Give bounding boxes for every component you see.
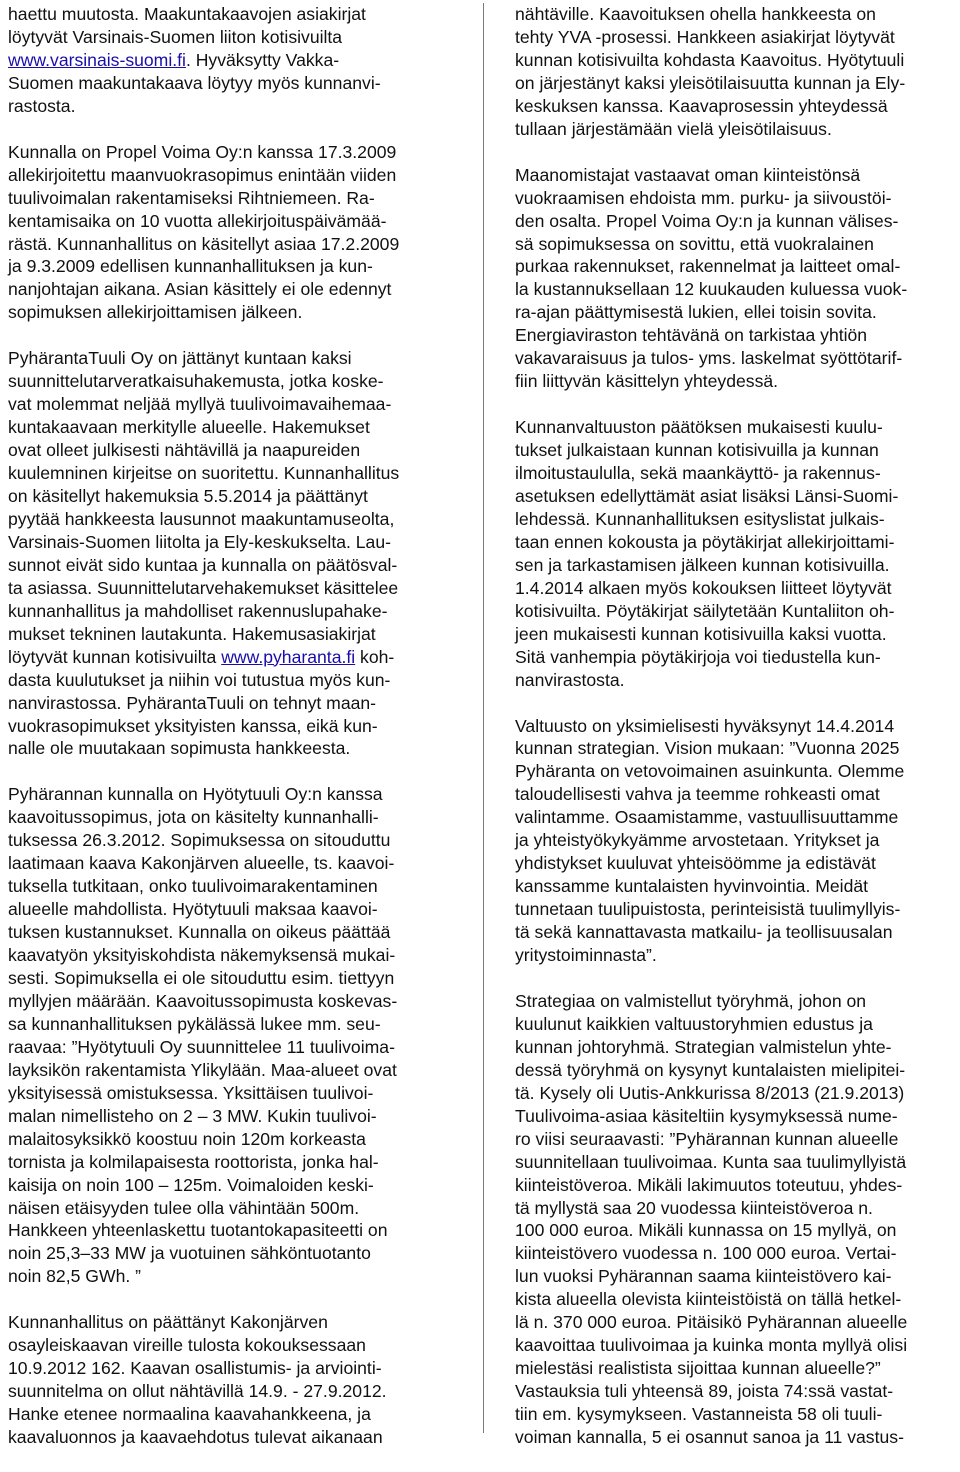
text-segment: sä sopimuksessa on sovittu, että vuokralainen	[515, 233, 874, 254]
paragraph	[515, 990, 959, 1449]
text-line	[515, 944, 959, 967]
text-segment: Varsinais-Suomen liitolta ja Ely-keskukselta. Lau-	[8, 531, 391, 552]
text-segment: on järjestänyt kaksi yleisötilaisuutta kunnan ja Ely-	[515, 72, 906, 93]
text-segment: ja yhteistyökykyämme arvostetaan. Yritykset ja	[515, 830, 880, 851]
paragraph	[8, 3, 454, 118]
column-divider	[483, 3, 484, 1433]
text-segment: kaavaluonnos ja kaavaehdotus tulevat aikanaan	[8, 1427, 383, 1448]
text-line	[8, 806, 454, 829]
text-line	[515, 829, 959, 852]
text-segment: kunnan strategian. Vision mukaan: ”Vuonna 2025	[515, 738, 900, 759]
text-line	[8, 1105, 454, 1128]
text-segment: laatimaan kaava Kakonjärven alueelle, ts. kaavoi-	[8, 853, 395, 874]
text-line	[515, 324, 959, 347]
text-segment: koh-	[355, 646, 395, 667]
text-line	[515, 577, 959, 600]
text-segment: tä. Kysely oli Uutis-Ankkurissa 8/2013 (21.9.2013)	[515, 1082, 905, 1103]
text-line	[8, 1197, 454, 1220]
text-line	[515, 210, 959, 233]
text-segment: ovat olleet julkisesti nähtävillä ja naapureiden	[8, 440, 361, 461]
text-segment: Tuulivoima-asiaa käsiteltiin kysymyksessä nume-	[515, 1105, 898, 1126]
text-line	[8, 210, 454, 233]
text-segment: tullaan järjestämään vielä yleisötilaisuus.	[515, 118, 832, 139]
text-segment: tuksella tutkitaan, onko tuulivoimarakentaminen	[8, 876, 378, 897]
text-segment: 100 000 euroa. Mikäli kunnassa on 15 myllyä, on	[515, 1220, 897, 1241]
text-segment: kiinteistöveroa. Mikäli lakimuutos toteutuu, yhdes-	[515, 1174, 903, 1195]
text-segment: kaavoittaa tuulivoimaa ja kuinka monta myllyä olisi	[515, 1335, 908, 1356]
text-line	[8, 967, 454, 990]
text-line	[515, 669, 959, 692]
text-segment: kunnan johtoryhmä. Strategian valmistelun yhte-	[515, 1036, 892, 1057]
text-segment: kuulemninen kirjeitse on suoritettu. Kunnanhallitus	[8, 463, 400, 484]
paragraph	[515, 715, 959, 967]
paragraph	[515, 3, 959, 141]
text-line	[515, 1334, 959, 1357]
text-segment: ja 9.3.2009 edellisen kunnanhallituksen ja kun-	[8, 256, 373, 277]
website-link[interactable]: www.pyharanta.fi	[221, 646, 356, 667]
text-segment: la kustannuksellaan 12 kuukauden kuluessa vuok-	[515, 279, 908, 300]
text-segment: keskuksen kanssa. Kaavaprosessin yhteydessä	[515, 95, 888, 116]
website-link[interactable]: www.varsinais-suomi.fi	[8, 49, 186, 70]
text-segment: haettu muutosta. Maakuntakaavojen asiakirjat	[8, 4, 366, 24]
text-line	[8, 1128, 454, 1151]
text-line	[8, 921, 454, 944]
text-line	[515, 1082, 959, 1105]
text-line	[8, 26, 454, 49]
text-segment: taloudellisesti vahva ja teemme rohkeasti omat	[515, 784, 880, 805]
text-line	[8, 600, 454, 623]
text-segment: tiin em. kysymykseen. Vastanneista 58 oli tuuli-	[515, 1404, 883, 1425]
text-segment: valintamme. Osaamistamme, vastuullisuuttamme	[515, 807, 899, 828]
text-segment: löytyvät kunnan kotisivuilta	[8, 646, 222, 667]
text-line	[515, 508, 959, 531]
text-segment: 10.9.2012 162. Kaavan osallistumis- ja arviointi-	[8, 1358, 382, 1379]
text-line	[515, 1426, 959, 1449]
text-segment: kentamisaika on 10 vuotta allekirjoituspäivämää-	[8, 210, 387, 231]
text-segment: tuulivoimalan rakentamiseksi Rihtniemeen. Ra-	[8, 187, 375, 208]
text-line	[515, 72, 959, 95]
text-line	[8, 1311, 454, 1334]
text-line	[515, 26, 959, 49]
text-segment: Hankkeen yhteenlaskettu tuotantokapasiteetti on	[8, 1220, 388, 1241]
text-line	[8, 1082, 454, 1105]
text-line	[515, 187, 959, 210]
text-line	[515, 1380, 959, 1403]
text-segment: Energiaviraston tehtävänä on tarkistaa yhtiön	[515, 325, 868, 346]
text-line	[515, 875, 959, 898]
text-line	[515, 990, 959, 1013]
text-line	[515, 301, 959, 324]
text-segment: dessä työryhmä on kysynyt kuntalaisten mielipitei-	[515, 1059, 906, 1080]
text-segment: Pyhärannan kunnalla on Hyötytuuli Oy:n kanssa	[8, 784, 383, 805]
text-segment: Suomen maakuntakaava löytyy myös kunnanvi-	[8, 72, 381, 93]
text-line	[8, 554, 454, 577]
text-segment: taan ennen kokousta ja pöytäkirjat allekirjoittami-	[515, 531, 895, 552]
text-line	[8, 95, 454, 118]
text-line	[515, 783, 959, 806]
text-segment: PyhärantaTuuli Oy on jättänyt kuntaan kaksi	[8, 348, 352, 369]
text-segment: Kunnalla on Propel Voima Oy:n kanssa 17.3.2009	[8, 141, 397, 162]
text-line	[8, 623, 454, 646]
text-line	[8, 3, 454, 26]
text-line	[8, 944, 454, 967]
text-segment: asetuksen edellyttämät asiat lisäksi Länsi-Suomi-	[515, 485, 899, 506]
text-segment: kiinteistövero vuodessa n. 100 000 euroa. Vertai-	[515, 1243, 897, 1264]
text-line	[515, 646, 959, 669]
text-line	[515, 1036, 959, 1059]
text-segment: fiin liittyvän käsittelyn yhteydessä.	[515, 371, 779, 392]
text-segment: sopimuksen allekirjoittamisen jälkeen.	[8, 302, 303, 323]
text-segment: noin 82,5 GWh. ”	[8, 1266, 141, 1287]
text-line	[8, 1242, 454, 1265]
text-line	[8, 233, 454, 256]
text-segment: nanjohtajan aikana. Asian käsittely ei ole edennyt	[8, 279, 392, 300]
text-segment: nähtäville. Kaavoituksen ohella hankkeesta on	[515, 4, 876, 24]
text-segment: myllyjen määrään. Kaavoitussopimusta koskevas-	[8, 990, 398, 1011]
text-segment: mukset tekninen lautakunta. Hakemusasiakirjat	[8, 623, 376, 644]
text-segment: suunnitelma on ollut nähtävillä 14.9. - 27.9.2012.	[8, 1381, 387, 1402]
text-segment: näisen etäisyyden tulee olla vähintään 500m.	[8, 1197, 360, 1218]
text-segment: tunnetaan tuulipuistosta, perinteisistä tuulimyllyis-	[515, 899, 901, 920]
text-segment: Valtuusto on yksimielisesti hyväksynyt 14.4.2014	[515, 715, 895, 736]
text-line	[8, 1151, 454, 1174]
text-line	[8, 370, 454, 393]
text-segment: malan nimellisteho on 2 – 3 MW. Kukin tuulivoi-	[8, 1105, 377, 1126]
text-line	[8, 485, 454, 508]
text-segment: tornista ja kolmilapaisesta roottorista, jonka hal-	[8, 1151, 379, 1172]
text-line	[8, 347, 454, 370]
text-segment: tuksen kustannukset. Kunnalla on oikeus päättää	[8, 922, 391, 943]
text-line	[8, 141, 454, 164]
text-segment: malaitosyksikkö koostuu noin 120m korkeasta	[8, 1128, 366, 1149]
text-segment: Hanke etenee normaalina kaavahankkeena, ja	[8, 1404, 371, 1425]
text-line	[8, 577, 454, 600]
text-line	[515, 715, 959, 738]
text-segment: Maanomistajat vastaavat oman kiinteistönsä	[515, 164, 861, 185]
paragraph	[8, 1311, 454, 1449]
text-segment: rästä. Kunnanhallitus on käsitellyt asiaa 17.2.2009	[8, 233, 400, 254]
text-segment: vakavaraisuus ja tulos- yms. laskelmat syöttötarif-	[515, 348, 903, 369]
text-line	[8, 1426, 454, 1449]
paragraph	[8, 141, 454, 325]
text-line	[515, 1128, 959, 1151]
text-line	[515, 852, 959, 875]
text-segment: ta asiassa. Suunnittelutarvehakemukset käsittelee	[8, 577, 399, 598]
text-segment: Strategiaa on valmistellut työryhmä, johon on	[515, 990, 867, 1011]
text-segment: nalle ole muutakaan sopimusta hankkeesta.	[8, 738, 351, 759]
text-line	[515, 485, 959, 508]
text-segment: den osalta. Propel Voima Oy:n ja kunnan välises-	[515, 210, 899, 231]
text-segment: sen ja tarkastamisen jälkeen kunnan kotisivuilla.	[515, 554, 890, 575]
text-line	[8, 783, 454, 806]
text-line	[515, 233, 959, 256]
text-segment: 1.4.2014 alkaen myös kokouksen liitteet löytyvät	[515, 577, 892, 598]
text-line	[515, 1242, 959, 1265]
text-segment: kotisivuilta. Pöytäkirjat säilytetään Kuntaliiton oh-	[515, 600, 895, 621]
text-line	[515, 1403, 959, 1426]
text-segment: ra-ajan päättymisestä lukien, ellei toisin sovita.	[515, 302, 877, 323]
text-line	[515, 623, 959, 646]
right-column	[515, 3, 959, 1472]
text-segment: sa kunnanhallituksen pykälässä lukee mm. seu-	[8, 1013, 381, 1034]
text-segment: nanvirastossa. PyhärantaTuuli on tehnyt maan-	[8, 692, 377, 713]
text-line	[8, 531, 454, 554]
text-line	[515, 49, 959, 72]
text-segment: kanssamme kuntalaisten hyvinvointia. Meidät	[515, 876, 869, 897]
text-line	[8, 737, 454, 760]
text-segment: lun vuoksi Pyhärannan saama kiinteistövero kai-	[515, 1266, 892, 1287]
text-segment: tä sekä kannattavasta matkailu- ja teollisuusalan	[515, 922, 893, 943]
text-line	[8, 646, 454, 669]
text-line	[8, 875, 454, 898]
text-segment: löytyvät Varsinais-Suomen liiton kotisivuilta	[8, 26, 343, 47]
text-line	[8, 1174, 454, 1197]
text-line	[515, 164, 959, 187]
text-line	[8, 187, 454, 210]
text-segment: tukset julkaistaan kunnan kotisivuilla ja kunnan	[515, 440, 879, 461]
text-line	[515, 370, 959, 393]
text-segment: rastosta.	[8, 95, 76, 116]
text-line	[515, 806, 959, 829]
text-line	[515, 531, 959, 554]
text-segment: mielestäsi realistista sijoittaa kunnan alueelle?”	[515, 1358, 881, 1379]
text-segment: dasta kuulutukset ja niihin voi tutustua myös kun-	[8, 669, 391, 690]
text-line	[8, 852, 454, 875]
text-line	[8, 72, 454, 95]
text-line	[515, 255, 959, 278]
text-line	[8, 439, 454, 462]
text-line	[8, 990, 454, 1013]
text-line	[515, 439, 959, 462]
text-line	[8, 301, 454, 324]
text-segment: ro viisi seuraavasti: ”Pyhärannan kunnan alueelle	[515, 1128, 899, 1149]
text-line	[8, 1219, 454, 1242]
text-line	[8, 1357, 454, 1380]
text-line	[515, 462, 959, 485]
text-segment: lehdessä. Kunnanhallituksen esityslistat julkais-	[515, 508, 885, 529]
text-segment: tuksessa 26.3.2012. Sopimuksessa on sitouduttu	[8, 830, 391, 851]
paragraph	[515, 416, 959, 691]
text-segment: jeen mukaisesti kunnan kotisivuilla kaksi vuotta.	[515, 623, 887, 644]
text-segment: yhdistykset kuuluvat yhteisöömme ja edistävät	[515, 853, 876, 874]
text-line	[8, 393, 454, 416]
text-segment: alueelle mahdollista. Hyötytuuli maksaa kaavoi-	[8, 899, 378, 920]
text-line	[515, 1197, 959, 1220]
text-segment: yksityisessä omistuksessa. Yksittäisen tuulivoi-	[8, 1082, 374, 1103]
text-line	[8, 164, 454, 187]
text-line	[8, 669, 454, 692]
text-line	[515, 1059, 959, 1082]
text-line	[515, 1013, 959, 1036]
text-line	[515, 1105, 959, 1128]
text-line	[515, 3, 959, 26]
text-line	[8, 508, 454, 531]
text-line	[8, 255, 454, 278]
paragraph	[8, 783, 454, 1288]
text-segment: raavaa: ”Hyötytuuli Oy suunnittelee 11 tuulivoima-	[8, 1036, 395, 1057]
text-line	[8, 1265, 454, 1288]
text-segment: on käsitellyt hakemuksia 5.5.2014 ja päättänyt	[8, 485, 368, 506]
text-line	[8, 829, 454, 852]
text-segment: Vastauksia tuli yhteensä 89, joista 74:ssä vastat-	[515, 1381, 894, 1402]
text-segment: suunnittelutarveratkaisuhakemusta, jotka koske-	[8, 371, 384, 392]
text-segment: pyytää hankkeesta lausunnot maakuntamuseolta,	[8, 508, 395, 529]
text-segment: nanvirastosta.	[515, 669, 625, 690]
text-segment: kunnan kotisivuilta kohdasta Kaavoitus. Hyötytuuli	[515, 49, 905, 70]
text-line	[515, 921, 959, 944]
text-line	[515, 416, 959, 439]
text-segment: kuntakaavaan merkitylle alueelle. Hakemukset	[8, 417, 370, 438]
text-segment: vat molemmat neljää myllyä tuulivoimavaihemaa-	[8, 394, 392, 415]
text-segment: ilmoitustaululla, sekä maankäyttö- ja rakennus-	[515, 463, 881, 484]
text-line	[515, 278, 959, 301]
text-segment: kaavatyön yksityiskohdista näkemyksensä mukai-	[8, 945, 396, 966]
text-line	[515, 898, 959, 921]
text-line	[515, 1288, 959, 1311]
text-segment: . Hyväksytty Vakka-	[185, 49, 340, 70]
text-segment: kista alueella olevista kiinteistöistä on tällä hetkel-	[515, 1289, 902, 1310]
text-line	[515, 1265, 959, 1288]
text-line	[8, 416, 454, 439]
text-line	[8, 278, 454, 301]
text-segment: Sitä vanhempia pöytäkirjoja voi tiedustella kun-	[515, 646, 881, 667]
text-line	[8, 1013, 454, 1036]
text-segment: sunnot eivät sido kuntaa ja kunnalla on päätösval-	[8, 554, 398, 575]
text-segment: tehty YVA -prosessi. Hankkeen asiakirjat löytyvät	[515, 26, 895, 47]
text-segment: tä myllystä saa 20 vuodessa kiinteistöveroa n.	[515, 1197, 873, 1218]
text-segment: allekirjoitettu maanvuokrasopimus enintään viiden	[8, 164, 397, 185]
text-segment: kunnanhallitus ja mahdolliset rakennuslupahake-	[8, 600, 388, 621]
paragraph	[8, 347, 454, 760]
text-segment: vuokrasopimukset yksityisten kanssa, eikä kun-	[8, 715, 378, 736]
text-line	[515, 1174, 959, 1197]
text-line	[515, 737, 959, 760]
text-line	[515, 347, 959, 370]
text-line	[515, 760, 959, 783]
text-line	[515, 118, 959, 141]
text-segment: yritystoiminnasta”.	[515, 945, 657, 966]
text-line	[515, 1311, 959, 1334]
text-segment: vuokraamisen ehdoista mm. purku- ja siivoustöi-	[515, 187, 892, 208]
text-line	[515, 95, 959, 118]
text-segment: Kunnanvaltuuston päätöksen mukaisesti kuulu-	[515, 417, 883, 438]
text-line	[8, 462, 454, 485]
text-line	[8, 49, 454, 72]
text-line	[515, 1151, 959, 1174]
text-line	[8, 1334, 454, 1357]
text-line	[515, 600, 959, 623]
text-line	[8, 715, 454, 738]
text-line	[515, 554, 959, 577]
text-line	[8, 1403, 454, 1426]
text-segment: voiman kannalla, 5 ei osannut sanoa ja 11 vastus-	[515, 1427, 904, 1448]
text-line	[8, 1380, 454, 1403]
text-segment: osayleiskaavan vireille tulosta kokouksessaan	[8, 1335, 366, 1356]
text-line	[8, 898, 454, 921]
text-segment: noin 25,3–33 MW ja vuotuinen sähköntuotanto	[8, 1243, 371, 1264]
text-line	[8, 1059, 454, 1082]
text-line	[8, 692, 454, 715]
text-segment: layksikön rakentamista Ylikylään. Maa-alueet ovat	[8, 1059, 397, 1080]
text-segment: suunnitellaan tuulivoimaa. Kunta saa tuulimyllyistä	[515, 1151, 907, 1172]
paragraph	[515, 164, 959, 394]
text-line	[515, 1357, 959, 1380]
text-segment: lä n. 370 000 euroa. Pitäisikö Pyhärannan alueelle	[515, 1312, 908, 1333]
text-segment: purkaa rakennukset, rakennelmat ja laitteet omal-	[515, 256, 901, 277]
text-segment: Pyhäranta on vetovoimainen asuinkunta. Olemme	[515, 761, 905, 782]
text-segment: kaavoitussopimus, jota on käsitelty kunnanhalli-	[8, 807, 379, 828]
text-segment: kaisija on noin 100 – 125m. Voimaloiden keski-	[8, 1174, 374, 1195]
text-segment: Kunnanhallitus on päättänyt Kakonjärven	[8, 1312, 328, 1333]
left-column	[8, 3, 454, 1472]
text-line	[8, 1036, 454, 1059]
text-line	[515, 1219, 959, 1242]
text-segment: kuulunut kaikkien valtuustoryhmien edustus ja	[515, 1013, 873, 1034]
text-segment: sesti. Sopimuksella ei ole sitouduttu esim. tiettyyn	[8, 967, 395, 988]
